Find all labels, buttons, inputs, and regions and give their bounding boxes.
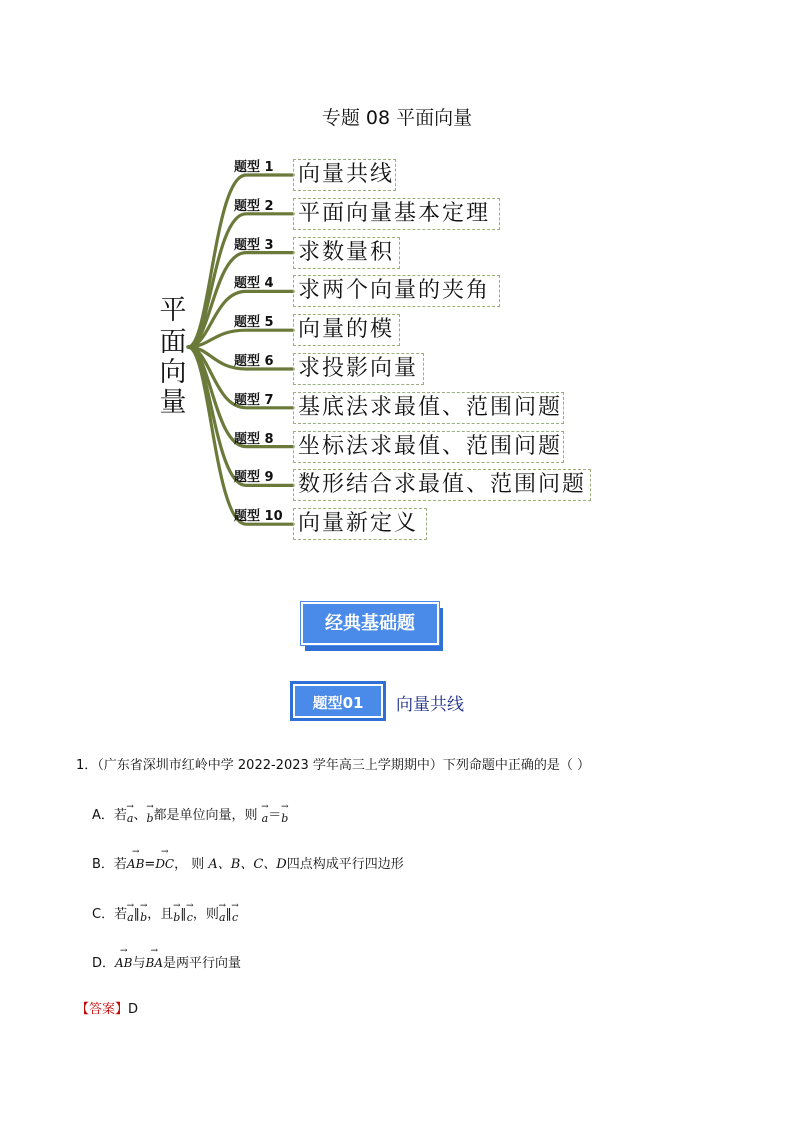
vector-a: → a <box>127 907 134 924</box>
option-d <box>92 952 241 971</box>
option-a-eq: ＝ <box>268 808 282 823</box>
option-c-mid2: ，则 <box>192 907 219 922</box>
parallel-symbol: ∥ <box>180 907 187 922</box>
option-d-prefix: D． <box>92 956 116 971</box>
mind-map-topic: 数形结合求最值、范围问题 <box>293 469 591 501</box>
vector-b: → b <box>140 907 147 924</box>
vector-ab: → AB <box>115 952 132 970</box>
option-d-mid: 与 <box>132 956 146 971</box>
mind-map-branch-label: 题型 5 <box>234 315 274 331</box>
mind-map-branch-label: 题型 10 <box>234 509 283 525</box>
answer <box>76 998 138 1017</box>
option-c-prefix: C．若 <box>92 907 128 922</box>
section-banner <box>301 602 443 651</box>
vector-a: → a <box>127 808 134 825</box>
vector-c: → c <box>232 907 238 924</box>
option-a <box>92 804 288 825</box>
mind-map-branch-label: 题型 4 <box>234 276 274 292</box>
mind-map-root-char: 面 <box>159 327 187 358</box>
section-badge: 题型01 <box>293 684 383 718</box>
section-title: 向量共线 <box>396 695 464 715</box>
vector-ab: → AB <box>127 853 144 871</box>
mind-map-branch-label: 题型 6 <box>234 354 274 369</box>
parallel-symbol: ∥ <box>133 907 141 922</box>
mind-map-topic: 求两个向量的夹角 <box>293 275 500 307</box>
vector-dc: → DC <box>155 853 174 871</box>
mind-map-topic: 求数量积 <box>293 237 400 269</box>
question-stem: 1．（广东省深圳市红岭中学 2022-2023 学年高三上学期期中）下列命题中正确的是（ ） <box>76 758 591 773</box>
option-b-tail: 四点构成平行四边形 <box>286 857 404 872</box>
answer-label: 【答案】 <box>76 1002 129 1017</box>
option-a-prefix: A．若 <box>92 808 127 823</box>
banner-label: 经典基础题 <box>301 602 439 645</box>
mind-map-topic: 求投影向量 <box>293 353 424 385</box>
mind-map-branch-label: 题型 3 <box>234 237 274 253</box>
vector-a: → a <box>262 808 269 825</box>
mind-map-branch-label: 题型 2 <box>234 198 274 214</box>
vector-c: → c <box>187 907 193 924</box>
mind-map <box>150 150 610 550</box>
mind-map-topic: 向量共线 <box>293 159 396 191</box>
mind-map-topic: 向量新定义 <box>293 508 427 540</box>
option-b <box>92 853 404 872</box>
vector-b: → b <box>281 808 288 825</box>
vector-a: → a <box>219 907 226 924</box>
mind-map-branch-label: 题型 9 <box>234 470 274 486</box>
mind-map-topic: 坐标法求最值、范围问题 <box>293 431 564 463</box>
mind-map-root-char: 量 <box>159 387 187 418</box>
mind-map-root-char: 向 <box>159 357 187 388</box>
mind-map-topic: 平面向量基本定理 <box>293 198 500 230</box>
mind-map-root-char: 平 <box>159 295 187 326</box>
option-b-points: A、B、C、D <box>208 857 287 872</box>
parallel-symbol: ∥ <box>225 907 232 922</box>
vector-ba: → BA <box>146 952 163 970</box>
option-c-mid: ，且 <box>147 907 174 922</box>
mind-map-branch-label: 题型 1 <box>234 160 274 175</box>
option-a-sep: 、 <box>133 808 147 823</box>
option-c <box>92 903 238 924</box>
mind-map-branch-label: 题型 8 <box>234 431 274 447</box>
mind-map-branch-label: 题型 7 <box>234 392 274 408</box>
vector-b: → b <box>146 808 153 825</box>
page-title: 专题 08 平面向量 <box>321 107 473 129</box>
answer-value: D <box>128 1002 139 1017</box>
option-b-mid: ， 则 <box>174 857 209 872</box>
vector-b: → b <box>173 907 180 924</box>
mind-map-topic: 基底法求最值、范围问题 <box>293 392 564 424</box>
option-b-prefix: B．若 <box>92 857 127 872</box>
option-a-mid: 都是单位向量，则 <box>153 808 262 823</box>
mind-map-topic: 向量的模 <box>293 314 400 346</box>
option-d-tail: 是两平行向量 <box>163 956 242 971</box>
option-b-eq: = <box>144 857 156 872</box>
